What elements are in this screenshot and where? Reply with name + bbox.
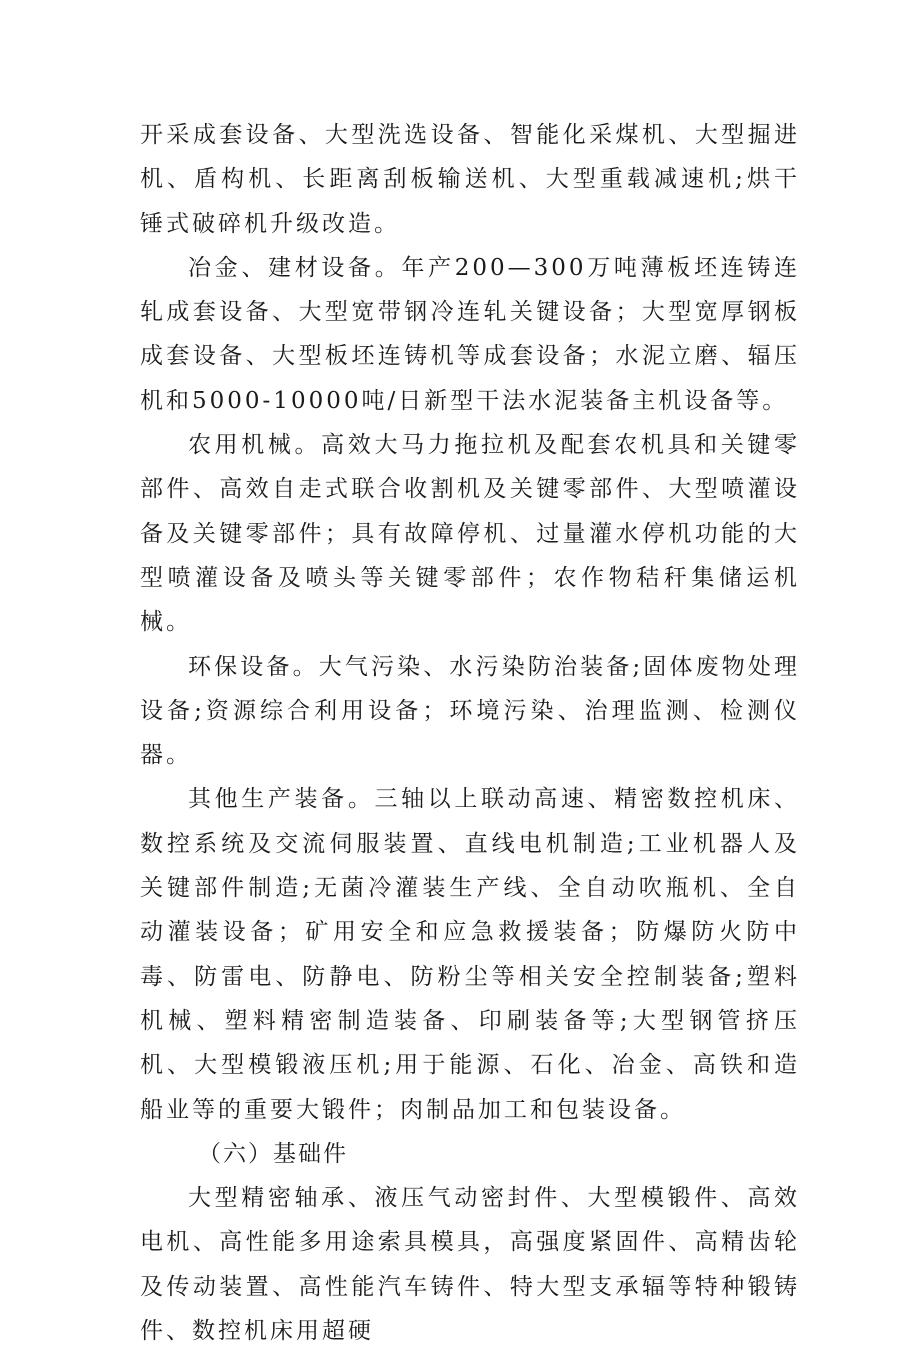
paragraph-basic-components: 大型精密轴承、液压气动密封件、大型模锻件、高效电机、高性能多用途索具模具，高强度紧固件、高精齿轮及传动装置、高性能汽车铸件、特大型支承辐等特种锻铸件、数控机床用超硬 [140, 1185, 800, 1345]
paragraph-mining-equipment-continued: 开采成套设备、大型洗选设备、智能化采煤机、大型掘进机、盾构机、长距离刮板输送机、大型重载减速机;烘干锤式破碎机升级改造。 [140, 122, 800, 237]
paragraph-agricultural-machinery: 农用机械。高效大马力拖拉机及配套农机具和关键零部件、高效自走式联合收割机及关键零部件、大型喷灌设备及关键零部件；具有故障停机、过量灌水停机功能的大型喷灌设备及喷头等关键零部件；农作物秸秆集储运机械。 [140, 432, 800, 636]
document-body [140, 113, 800, 1353]
paragraph-environmental-equipment: 环保设备。大气污染、水污染防治装备;固体废物处理设备;资源综合利用设备；环境污染、治理监测、检测仪器。 [140, 653, 800, 769]
section-heading-basic-components: （六）基础件 [198, 1140, 348, 1167]
paragraph-metallurgy-building-materials: 冶金、建材设备。年产200—300万吨薄板坯连铸连轧成套设备、大型宽带钢冷连轧关键设备；大型宽厚钢板成套设备、大型板坯连铸机等成套设备；水泥立磨、辐压机和5000-10000吨/日新型干法水泥装备主机设备等。 [140, 254, 800, 414]
paragraph-other-production-equipment: 其他生产装备。三轴以上联动高速、精密数控机床、数控系统及交流伺服装置、直线电机制造;工业机器人及关键部件制造;无菌冷灌装生产线、全自动吹瓶机、全自动灌装设备；矿用安全和应急救援装备；防爆防火防中毒、防雷电、防静电、防粉尘等相关安全控制装备;塑料机械、塑料精密制造装备、印刷装备等;大型钢管挤压机、大型模锻液压机;用于能源、石化、冶金、高铁和造船业等的重要大锻件；肉制品加工和包装设备。 [140, 786, 800, 1123]
